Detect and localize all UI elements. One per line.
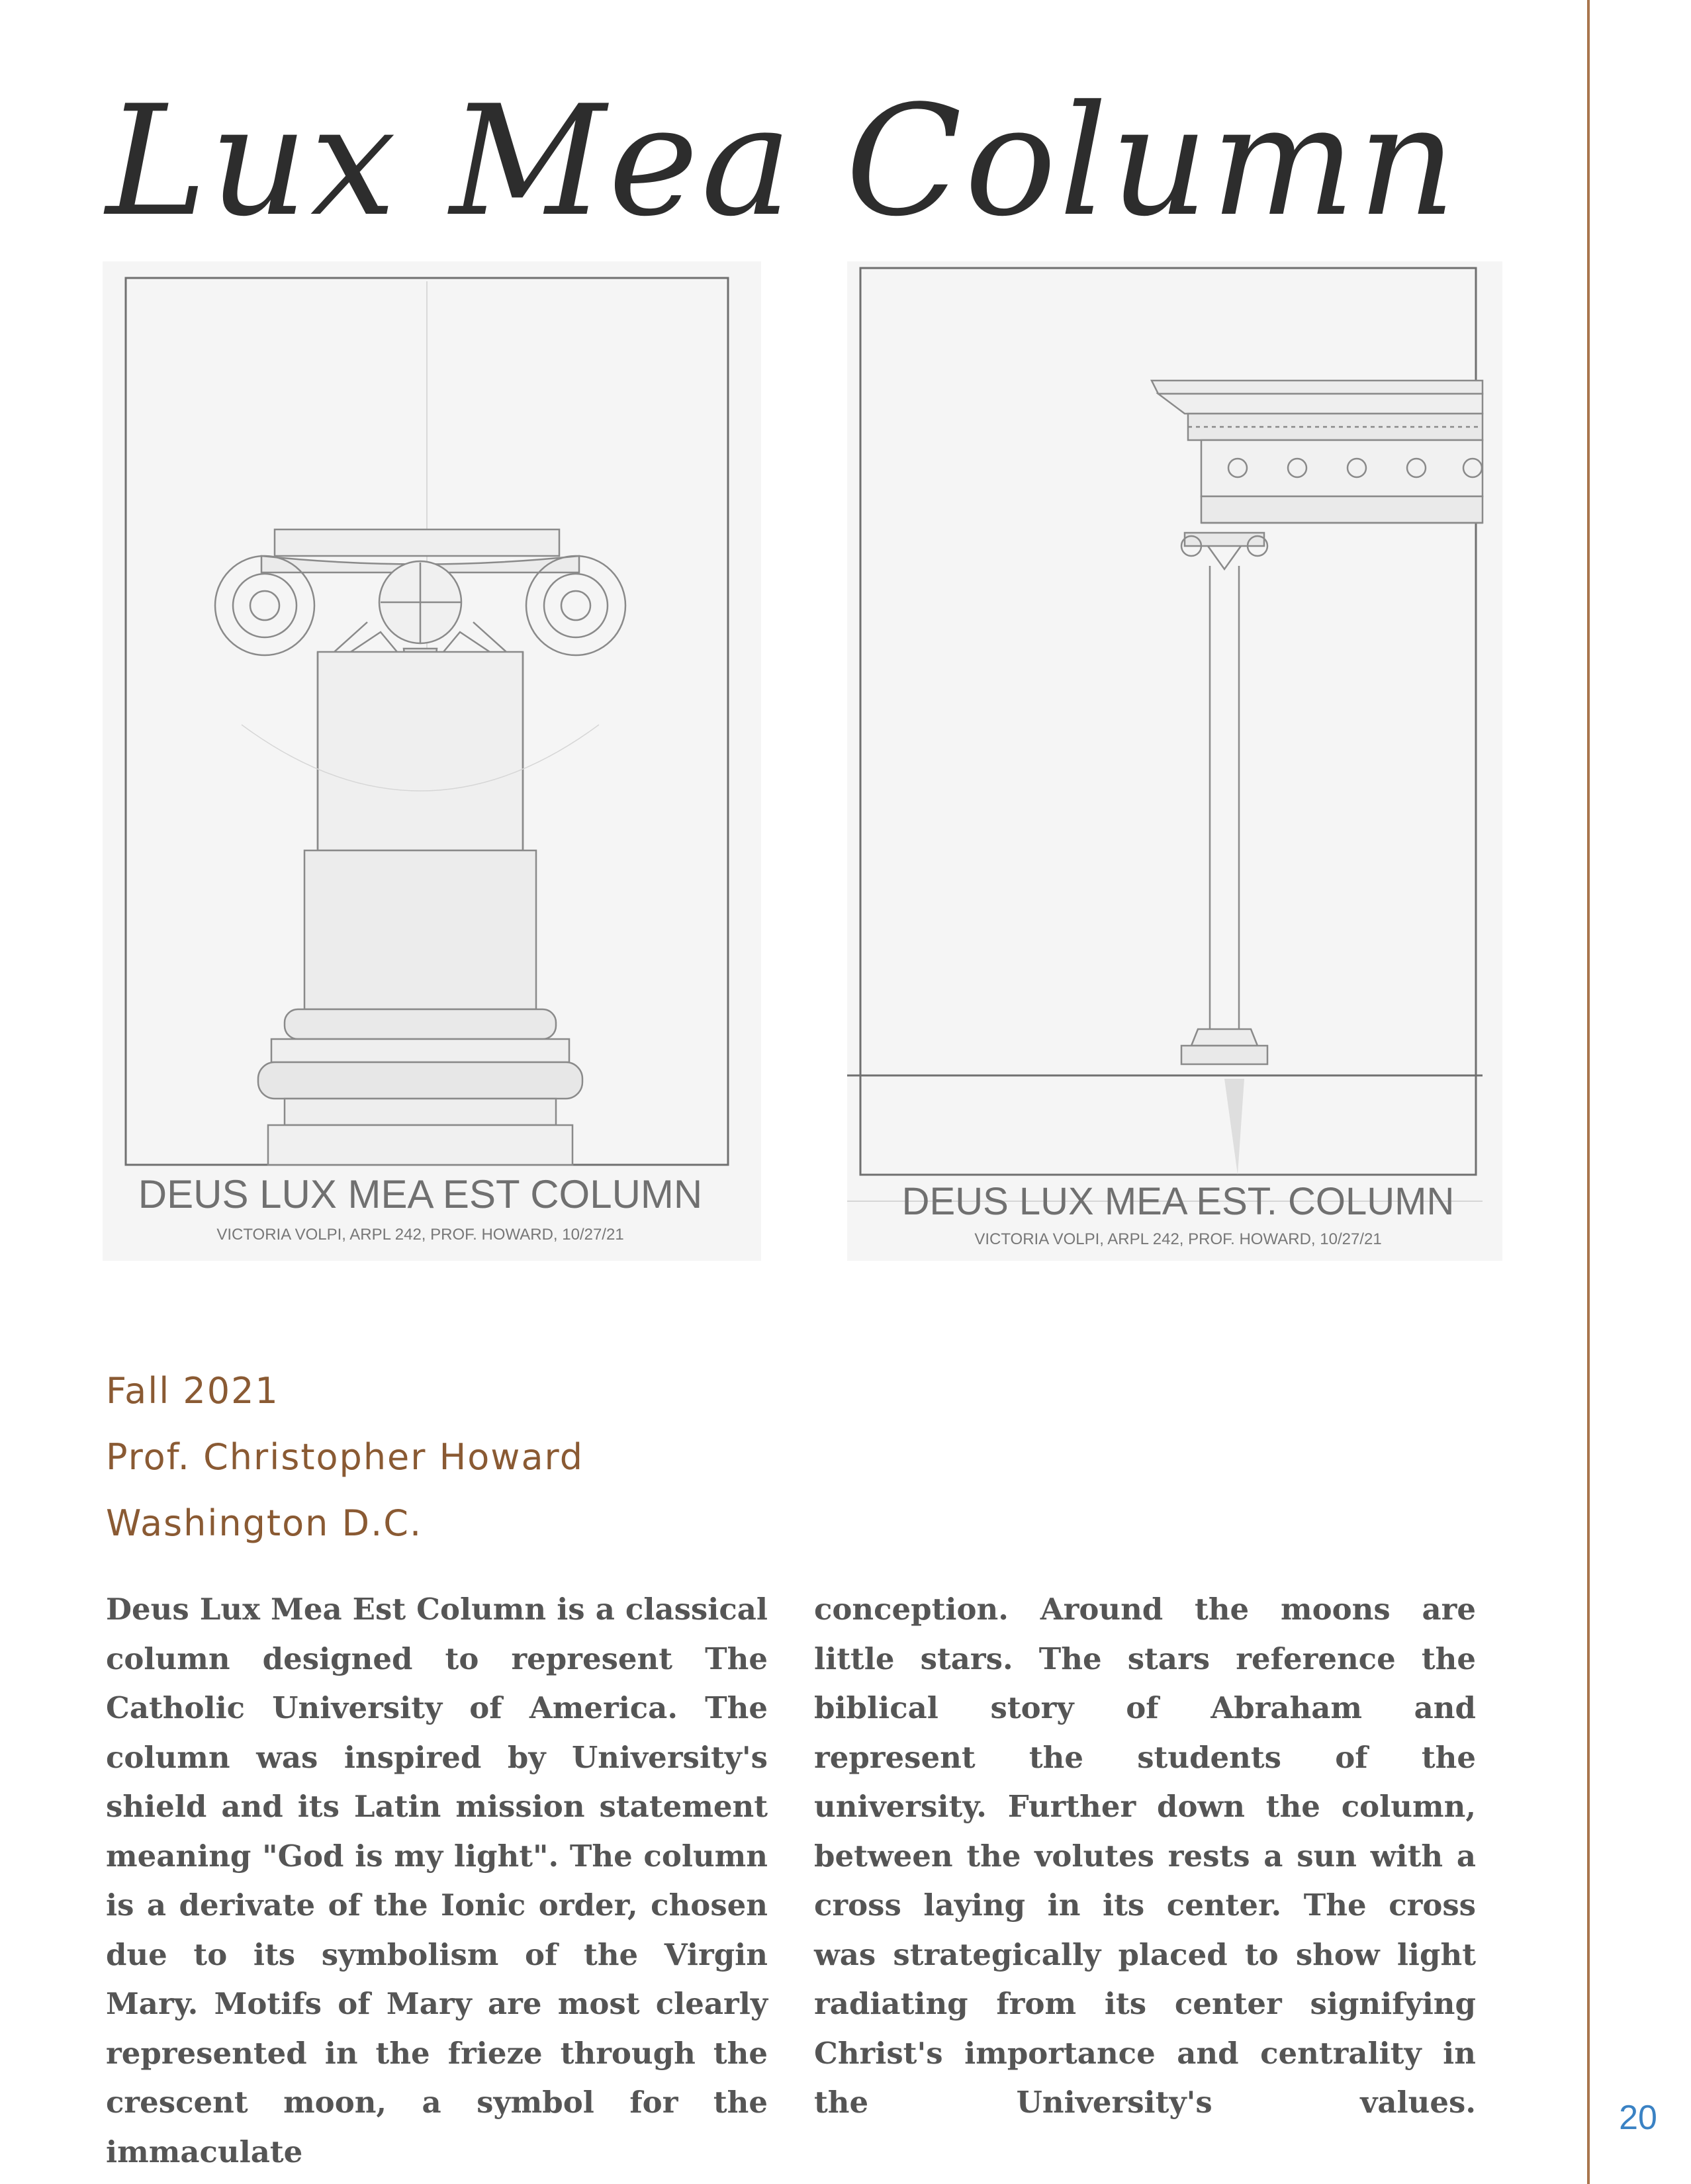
- left-drawing-caption: DEUS LUX MEA EST COLUMN: [138, 1172, 703, 1216]
- left-drawing-credit: VICTORIA VOLPI, ARPL 242, PROF. HOWARD, 10/27/21: [216, 1226, 624, 1244]
- project-professor: Prof. Christopher Howard: [106, 1436, 584, 1478]
- right-drawing-caption: DEUS LUX MEA EST. COLUMN: [901, 1180, 1455, 1223]
- side-rule: [1587, 0, 1590, 2184]
- column-elevation-drawing: [847, 261, 1502, 1261]
- project-term: Fall 2021: [106, 1370, 279, 1412]
- page-number: 20: [1619, 2099, 1657, 2137]
- capital-detail-drawing: [103, 261, 761, 1261]
- page-title: Lux Mea Column: [106, 73, 1459, 250]
- body-text-right-column: conception. Around the moons are little stars. The stars reference the biblical story of Abraham and represent the students of the university. Further down the column, between the volutes rests a sun with a cross laying in its center. The cross was strategically placed to show light radiating from its center signifying Christ's importance and centrality in the University's values.: [814, 1592, 1476, 2120]
- body-text-left-column: Deus Lux Mea Est Column is a classical column designed to represent The Catholic University of America. The column was inspired by University's shield and its Latin mission statement meaning "God is my light". The column is a derivate of the Ionic order, chosen due to its symbolism of the Virgin Mary. Motifs of Mary are most clearly represented in the frieze through the crescent moon, a symbol for the immaculate: [106, 1592, 768, 2169]
- right-drawing-credit: VICTORIA VOLPI, ARPL 242, PROF. HOWARD, 10/27/21: [974, 1230, 1382, 1248]
- project-location: Washington D.C.: [106, 1502, 423, 1544]
